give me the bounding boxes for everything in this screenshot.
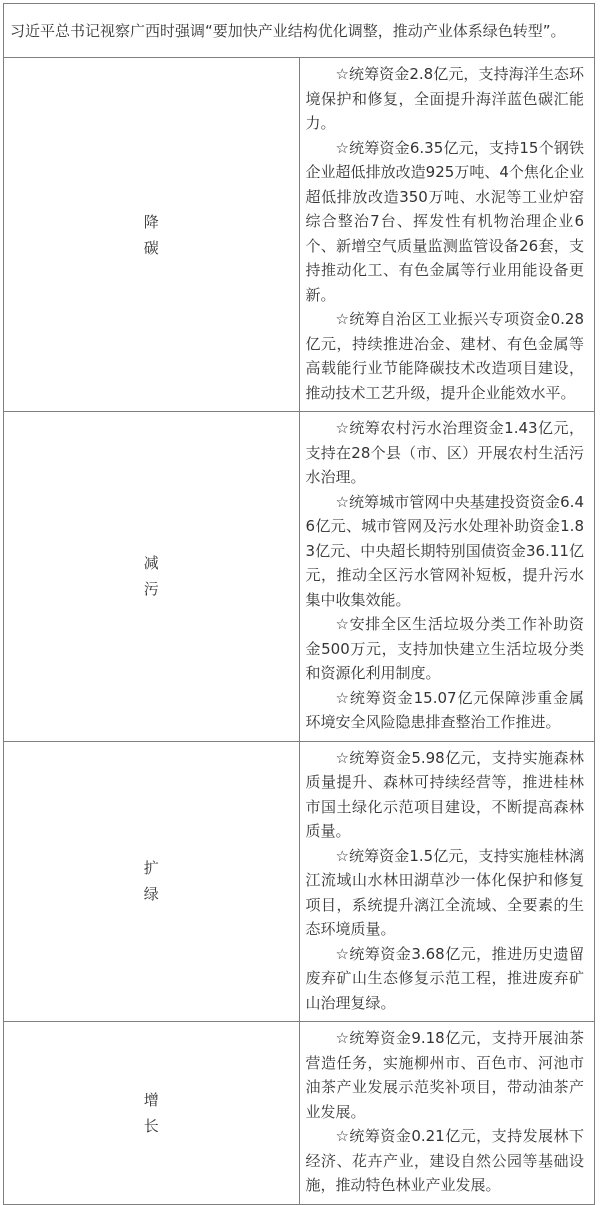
policy-item: ☆统筹资金9.18亿元，支持开展油茶营造任务，实施柳州市、百色市、河池市油茶产业发展示范奖补项目，带动油茶产业发展。 xyxy=(305,1029,584,1121)
row-content xyxy=(299,1022,595,1205)
policy-item: ☆安排全区生活垃圾分类工作补助资金500万元，支持加快建立生活垃圾分类和资源化利用制度。 xyxy=(305,615,584,682)
policy-table xyxy=(3,3,595,1205)
category-char: 扩 xyxy=(143,859,159,878)
category-char: 增 xyxy=(143,1090,159,1109)
category-expand-green xyxy=(4,741,300,1022)
row-expand-green xyxy=(4,741,595,1022)
header-row xyxy=(4,4,595,58)
row-reduce-pollution xyxy=(4,412,595,742)
policy-item: ☆统筹资金5.98亿元，支持实施森林质量提升、森林可持续经营等，推进桂林市国土绿化示范项目建设，不断提高森林质量。 xyxy=(305,748,584,840)
row-content xyxy=(299,412,595,742)
category-char: 碳 xyxy=(143,238,159,257)
category-growth xyxy=(4,1022,300,1205)
policy-item: ☆统筹资金2.8亿元，支持海洋生态环境保护和修复，全面提升海洋蓝色碳汇能力。 xyxy=(305,65,584,132)
category-char: 降 xyxy=(143,212,159,231)
policy-item: ☆统筹资金3.68亿元，推进历史遗留废弃矿山生态修复示范工程，推进废弃矿山治理复绿。 xyxy=(305,944,584,1012)
policy-item: ☆统筹资金1.5亿元，支持实施桂林漓江流域山水林田湖草沙一体化保护和修复项目，系统提升漓江全流域、全要素的生态环境质量。 xyxy=(305,846,584,938)
category-char: 绿 xyxy=(143,885,159,904)
policy-item: ☆统筹农村污水治理资金1.43亿元，支持在28个县（市、区）开展农村生活污水治理。 xyxy=(305,419,584,486)
policy-item: ☆统筹资金15.07亿元保障涉重金属环境安全风险隐患排查整治工作推进。 xyxy=(305,688,584,731)
row-content xyxy=(299,741,595,1022)
category-char: 污 xyxy=(143,580,159,599)
row-content xyxy=(299,58,595,412)
row-reduce-carbon xyxy=(4,58,595,412)
policy-item: ☆统筹城市管网中央基建投资资金6.46亿元、城市管网及污水处理补助资金1.83亿元、中央超长期特别国债资金36.11亿元，推动全区污水管网补短板，提升污水集中收集效能。 xyxy=(305,492,584,609)
category-char: 长 xyxy=(143,1116,159,1135)
category-reduce-pollution xyxy=(4,412,300,742)
policy-item: ☆统筹资金6.35亿元，支持15个钢铁企业超低排放改造925万吨、4个焦化企业超低排放改造350万吨、水泥等工业炉窑综合整治7台、挥发性有机物治理企业6个、新增空气质量监测监管设备26套，支持推动化工、有色金属等行业用能设备更新。 xyxy=(305,138,584,304)
category-reduce-carbon xyxy=(4,58,300,412)
header-text: 习近平总书记视察广西时强调“要加快产业结构优化调整，推动产业体系绿色转型”。 xyxy=(4,4,595,58)
policy-item: ☆统筹自治区工业振兴专项资金0.28亿元，持续推进冶金、建材、有色金属等高载能行业节能降碳技术改造项目建设，推动技术工艺升级，提升企业能效水平。 xyxy=(305,310,584,402)
category-char: 减 xyxy=(143,554,159,573)
policy-item: ☆统筹资金0.21亿元，支持发展林下经济、花卉产业，建设自然公园等基础设施，推动特色林业产业发展。 xyxy=(305,1127,584,1194)
row-growth xyxy=(4,1022,595,1205)
